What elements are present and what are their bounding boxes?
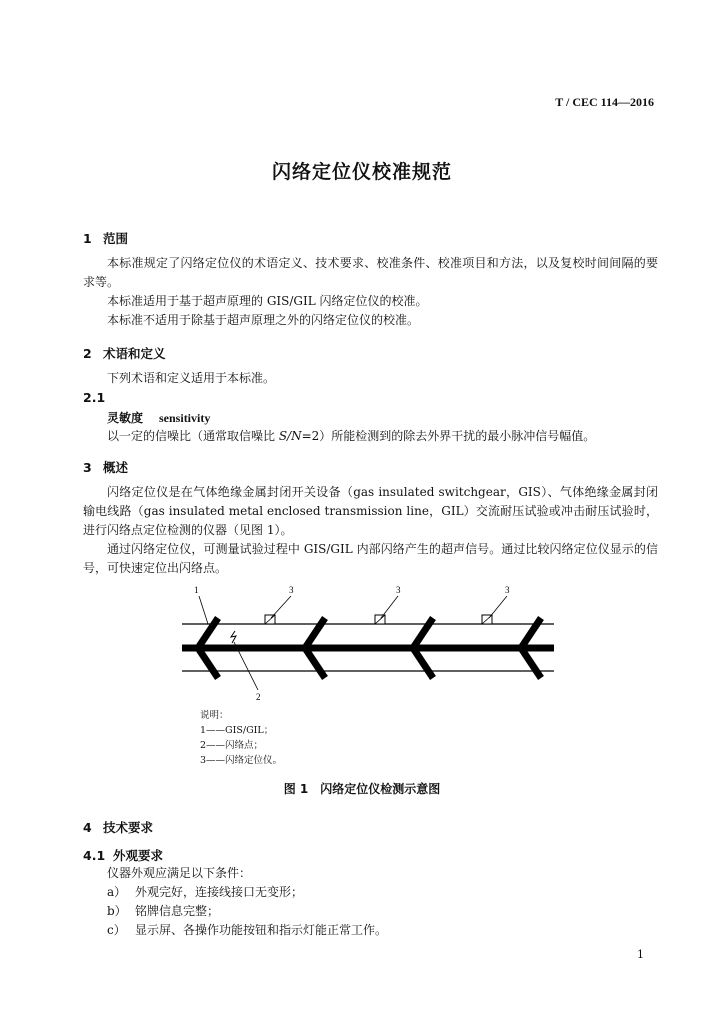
- definition-text: =2）所能检测到的除去外界干扰的最小脉冲信号幅值。: [301, 429, 596, 443]
- standard-code: T / CEC 114—2016: [555, 95, 654, 109]
- subsection-number: 2.1: [83, 390, 106, 405]
- subsection-heading: [83, 846, 163, 864]
- list-label: a）: [107, 885, 127, 899]
- term-english: sensitivity: [159, 411, 211, 425]
- list-label: c）: [107, 923, 126, 937]
- paragraph: 本标准规定了闪络定位仪的术语定义、技术要求、校准条件、校准项目和方法，以及复校时间间隔的要求等。: [83, 256, 658, 289]
- section-number: 2: [83, 346, 92, 361]
- paragraph: 闪络定位仪是在气体绝缘金属封闭开关设备（gas insulated switchgear，GIS）、气体绝缘金属封闭输电线路（gas insulated metal enclosed transmission line，GIL）交流耐压试验或冲击耐压试验时，进行闪络点定位检测的仪器（见图 1）。: [83, 485, 658, 537]
- callout-number: 3: [505, 585, 510, 595]
- definition-symbol: S/N: [278, 429, 302, 443]
- section-4-heading: [83, 818, 153, 836]
- term-chinese: 灵敏度: [107, 411, 144, 425]
- paragraph: 本标准不适用于除基于超声原理之外的闪络定位仪的校准。: [107, 313, 420, 327]
- term-entry: [107, 409, 210, 426]
- list-label: b）: [107, 904, 127, 918]
- section-number: 1: [83, 231, 92, 246]
- callout-number: 3: [396, 585, 401, 595]
- section-title: 概述: [103, 460, 129, 475]
- callout-leader: [271, 596, 291, 618]
- paragraph: 通过闪络定位仪，可测量试验过程中 GIS/GIL 内部闪络产生的超声信号。通过比较闪络定位仪显示的信号，可快速定位出闪络点。: [83, 542, 658, 575]
- figure-caption: 图 1 闪络定位仪检测示意图: [283, 782, 441, 796]
- callout-leader: [489, 596, 507, 618]
- legend-title: 说明：: [200, 710, 229, 721]
- callout-leader: [199, 596, 208, 624]
- figure-legend: [200, 708, 282, 768]
- subsection-number: 4.1: [83, 848, 106, 863]
- callout-number: 3: [289, 585, 294, 595]
- list-item: [107, 883, 303, 900]
- paragraph: 本标准适用于基于超声原理的 GIS/GIL 闪络定位仪的校准。: [107, 294, 428, 308]
- section-title: 范围: [103, 231, 129, 246]
- section-1-heading: [83, 229, 128, 247]
- definition-text: 以一定的信噪比（通常取信噪比: [107, 429, 279, 443]
- flashover-spark-icon: [231, 631, 236, 643]
- section-2-heading: [83, 344, 166, 362]
- legend-item: 1——GIS/GIL；: [200, 725, 274, 736]
- section-title: 技术要求: [103, 820, 154, 835]
- callout-number: 2: [256, 692, 261, 702]
- section-3-heading: [83, 458, 128, 476]
- callout-leader: [381, 596, 398, 618]
- section-title: 术语和定义: [103, 346, 166, 361]
- subsection-title: 外观要求: [113, 848, 164, 863]
- paragraph: 下列术语和定义适用于本标准。: [107, 371, 276, 385]
- legend-item: 3——闪络定位仪。: [200, 755, 283, 766]
- list-text: 外观完好，连接线接口无变形；: [135, 885, 304, 899]
- flashover-detection-diagram: [180, 582, 560, 702]
- section-number: 3: [83, 460, 92, 475]
- list-text: 显示屏、各操作功能按钮和指示灯能正常工作。: [135, 923, 388, 937]
- term-definition: [107, 427, 667, 446]
- section-number: 4: [83, 820, 92, 835]
- page-number: 1: [637, 948, 644, 961]
- document-title: 闪络定位仪校准规范: [271, 161, 452, 183]
- legend-item: 2——闪络点；: [200, 740, 264, 751]
- list-text: 铭牌信息完整；: [135, 904, 220, 918]
- callout-number: 1: [194, 585, 199, 595]
- list-item: [107, 902, 219, 919]
- paragraph: 仪器外观应满足以下条件：: [107, 866, 252, 880]
- list-item: [107, 921, 387, 938]
